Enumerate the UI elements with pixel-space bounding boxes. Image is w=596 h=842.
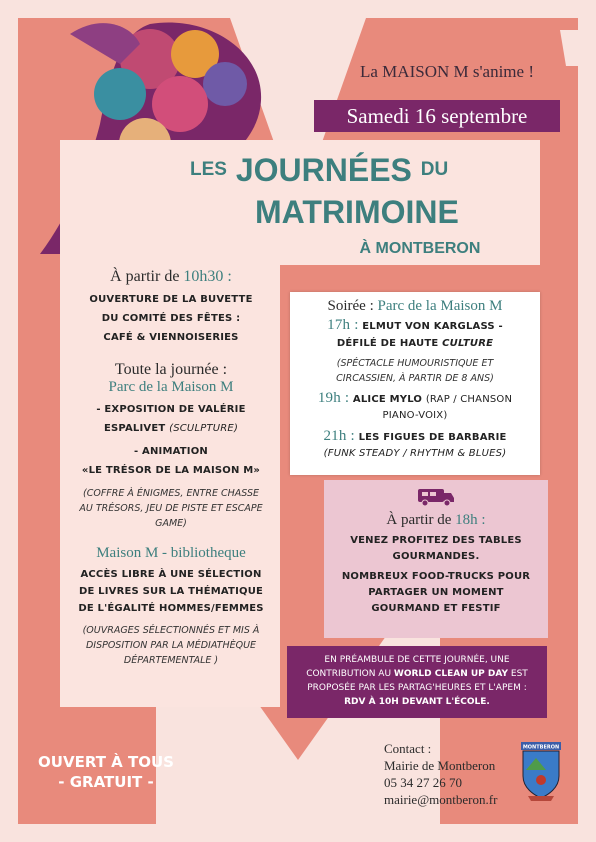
title-les: LES (190, 159, 227, 180)
section2-line: - ANIMATION (134, 446, 208, 457)
cleanup-highlight: WORLD CLEAN UP DAY (393, 669, 509, 679)
section3-place: Maison M - bibliotheque (96, 545, 246, 561)
contact-label: Contact : (384, 741, 432, 756)
section2-note (64, 486, 278, 531)
left-program (64, 268, 278, 668)
section2-note-line: (COFFRE À ÉNIGMES, ENTRE CHASSE (83, 488, 259, 499)
event-1-title-3: CULTURE (442, 338, 494, 349)
title-line-1 (190, 150, 510, 190)
section2-note-line: AU TRÉSORS, JEU DE PISTE ET ESCAPE (79, 503, 263, 514)
title-du: DU (420, 159, 449, 180)
section1-time: 10h30 : (183, 268, 232, 285)
section1-heading-text: À partir de (110, 268, 180, 285)
section3-line: ACCÈS LIBRE À UNE SÉLECTION (80, 569, 262, 580)
contact-phone: 05 34 27 26 70 (384, 775, 462, 790)
section2-line (64, 419, 278, 438)
event-2-genre-2: PIANO-VOIX) (382, 410, 448, 421)
cleanup-rdv: RDV À 10H DEVANT L'ÉCOLE. (344, 697, 490, 707)
section1-line: OUVERTURE DE LA BUVETTE (89, 294, 253, 305)
event-2-genre: (RAP / CHANSON (425, 394, 513, 405)
evening-heading-place: Parc de la Maison M (377, 298, 503, 314)
evening-heading (290, 298, 540, 315)
section2-note-line: GAME) (155, 518, 187, 529)
event-1-title: ELMUT VON KARGLASS - (362, 321, 503, 332)
event-3-title: LES FIGUES DE BARBARIE (358, 432, 507, 443)
title-line-3: À MONTBERON (359, 240, 481, 257)
contact-block (384, 740, 514, 808)
foodtruck-line: NOMBREUX FOOD-TRUCKS POUR (341, 571, 531, 582)
event-1 (290, 317, 540, 352)
section2-artist-note: (SCULPTURE) (169, 423, 239, 434)
event-1-note-line: (SPÉCTACLE HUMOURISTIQUE ET (336, 358, 494, 369)
event-1-note (290, 356, 540, 386)
section2-line: «LE TRÉSOR DE LA MAISON M» (81, 465, 261, 476)
section3-line: DE LIVRES SUR LA THÉMATIQUE (78, 586, 264, 597)
date-banner: Samedi 16 septembre (314, 100, 560, 132)
section2-place: Parc de la Maison M (108, 379, 234, 395)
foodtruck-heading (324, 512, 548, 529)
title-line-2: MATRIMOINE (255, 194, 459, 230)
section2-artist: ESPALIVET (103, 423, 166, 434)
open-to-all (26, 752, 186, 792)
contact-org: Mairie de Montberon (384, 758, 496, 773)
svg-text:MONTBERON: MONTBERON (522, 744, 560, 751)
evening-heading-label: Soirée : (327, 298, 374, 314)
event-2-time: 19h : (317, 390, 350, 406)
cleanup-line: PROPOSÉE PAR LES PARTAG'HEURES ET L'APEM : (307, 683, 527, 693)
open-to-all-line: OUVERT À TOUS (38, 753, 174, 771)
section3-text (64, 566, 278, 617)
section2-heading: Toute la journée : (114, 361, 228, 378)
foodtruck-line: PARTAGER UN MOMENT (368, 587, 504, 598)
cleanup-text: EST (510, 669, 528, 679)
title-journees: JOURNÉES (235, 152, 412, 188)
cleanup-banner (287, 646, 547, 718)
cleanup-line (287, 667, 547, 681)
section1-line: DU COMITÉ DES FÊTES : (101, 313, 241, 324)
free-line: - GRATUIT - (58, 773, 154, 791)
tagline: La MAISON M s'anime ! (360, 62, 534, 81)
section3-note-line: (OUVRAGES SÉLECTIONNÉS ET MIS À (82, 625, 260, 636)
event-3-time: 21h : (323, 428, 355, 444)
food-truck-icon (416, 486, 456, 508)
section2-text (64, 400, 278, 480)
section3-note-line: DÉPARTEMENTALE ) (123, 655, 219, 666)
event-3-genre: (FUNK STEADY / RHYTHM & BLUES) (323, 448, 507, 459)
section3-note (64, 623, 278, 668)
event-1-title-2: DÉFILÉ DE HAUTE (336, 338, 439, 349)
section1-text (64, 290, 278, 347)
contact-email[interactable]: mairie@montberon.fr (384, 792, 498, 807)
event-1-time: 17h : (327, 317, 359, 333)
event-2-title: ALICE MYLO (352, 394, 423, 405)
event-1-note-line: CIRCASSIEN, À PARTIR DE 8 ANS) (336, 373, 494, 384)
foodtruck-heading-text: À partir de (386, 512, 452, 528)
foodtruck-line: VENEZ PROFITEZ DES TABLES (350, 535, 522, 546)
section3-line: DE L'ÉGALITÉ HOMMES/FEMMES (78, 603, 264, 614)
foodtruck-text (324, 533, 548, 617)
foodtruck-card (324, 480, 548, 638)
foodtruck-time: 18h : (455, 512, 486, 528)
cleanup-text: CONTRIBUTION AU (306, 669, 392, 679)
montberon-crest-logo (518, 740, 564, 802)
foodtruck-line: GOURMANDES. (392, 551, 480, 562)
evening-program-card (290, 292, 540, 475)
event-2 (290, 390, 540, 424)
event-3 (290, 428, 540, 462)
cleanup-line: EN PRÉAMBULE DE CETTE JOURNÉE, UNE (324, 655, 510, 665)
section3-note-line: DISPOSITION PAR LA MÉDIATHÈQUE (85, 640, 257, 651)
section1-heading (64, 268, 278, 286)
section1-line: CAFÉ & VIENNOISERIES (103, 332, 239, 343)
section2-line: - EXPOSITION DE VALÉRIE (96, 404, 246, 415)
foodtruck-line: GOURMAND ET FESTIF (371, 603, 501, 614)
